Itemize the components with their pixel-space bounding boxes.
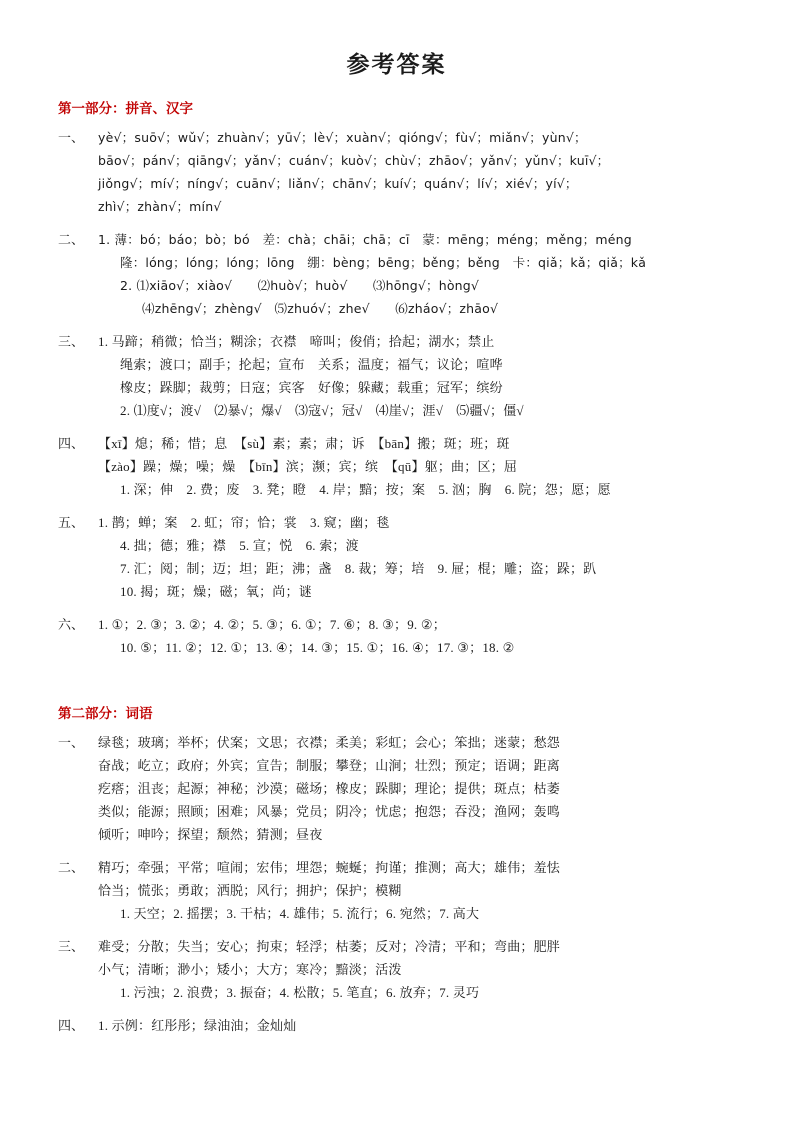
row-body: 7. 汇；阅；制；迈；坦；距；沸；盏 8. 裁；筹；培 9. 屉；棍；雕；盗；跺；趴 — [120, 561, 597, 576]
row-body: 4. 拙；德；雅；襟 5. 宣；悦 6. 索；渡 — [120, 538, 359, 553]
row-body: 1. 马蹄；稍微；恰当；糊涂；衣襟 啼叫；俊俏；拾起；湖水；禁止 — [98, 334, 495, 349]
answer-block — [58, 433, 735, 501]
row-body: jiǒng√；mí√；níng√；cuān√；liǎn√；chān√；kuí√；quán√；lí√；xié√；yí√； — [98, 176, 578, 191]
answer-row — [58, 127, 735, 149]
answer-row — [58, 535, 735, 557]
row-body: 疙瘩；沮丧；起源；神秘；沙漠；磁场；橡皮；跺脚；理论；提供；斑点；枯萎 — [98, 781, 561, 796]
row-body: 类似；能源；照顾；困难；风暴；党员；阴冷；忧虑；抱怨；吞没；渔网；轰鸣 — [98, 804, 561, 819]
answer-row — [58, 433, 735, 455]
row-body: 1. 深；伸 2. 费；废 3. 凳；瞪 4. 岸；黯；按；案 5. 汹；胸 6. 院；怨；愿；愿 — [120, 482, 611, 497]
answer-row — [58, 755, 735, 777]
row-body: 1. 薄：bó；báo；bò；bó 差：chà；chāi；chā；cī 蒙：mēng；méng；měng；méng — [98, 232, 632, 247]
answer-block — [58, 331, 735, 422]
section-part-two — [58, 702, 735, 1037]
row-label: 六、 — [58, 617, 85, 632]
section-header: 第一部分：拼音、汉字 — [58, 101, 193, 116]
answer-row — [58, 857, 735, 879]
answer-block — [58, 732, 735, 846]
row-body: zhì√；zhàn√；mín√ — [98, 199, 222, 214]
answer-row — [58, 354, 735, 376]
row-body: 奋战；屹立；政府；外宾；宣告；制服；攀登；山涧；壮烈；预定；语调；距离 — [98, 758, 561, 773]
row-body: 1. 示例：红彤彤；绿油油；金灿灿 — [98, 1018, 297, 1033]
answer-row — [58, 377, 735, 399]
answer-block — [58, 614, 735, 659]
row-body: yè√；suō√；wǔ√；zhuàn√；yū√；lè√；xuàn√；qióng√；fù√；miǎn√；yùn√； — [98, 130, 587, 145]
row-body: bāo√；pán√；qiāng√；yǎn√；cuán√；kuò√；chù√；zhāo√；yǎn√；yǔn√；kuī√； — [98, 153, 610, 168]
row-body: ⑷zhēng√；zhèng√ ⑸zhuó√；zhe√ ⑹zháo√；zhāo√ — [142, 301, 499, 316]
row-body: 隆：lóng；lóng；lóng；lōng 绷：bèng；bēng；běng；běng 卡：qiǎ；kǎ；qiǎ；kǎ — [120, 255, 647, 270]
answer-row — [58, 959, 735, 981]
row-body: 10. 揭；斑；燥；磁；氧；尚；谜 — [120, 584, 312, 599]
answer-row — [58, 479, 735, 501]
answer-row — [58, 880, 735, 902]
row-label: 四、 — [58, 436, 85, 451]
answer-row — [58, 903, 735, 925]
answer-block — [58, 127, 735, 218]
row-body: 1. ①；2. ③；3. ②；4. ②；5. ③；6. ①；7. ⑥；8. ③；9. ②； — [98, 617, 446, 632]
answer-row — [58, 196, 735, 218]
answer-row — [58, 400, 735, 422]
row-body: 难受；分散；失当；安心；拘束；轻浮；枯萎；反对；冷清；平和；弯曲；肥胖 — [98, 939, 561, 954]
row-body: 精巧；牵强；平常；喧闹；宏伟；埋怨；蜿蜒；拘谨；推测；高大；雄伟；羞怯 — [98, 860, 561, 875]
answer-row — [58, 936, 735, 958]
answer-block — [58, 936, 735, 1004]
row-body: 1. 污浊；2. 浪费；3. 振奋；4. 松散；5. 笔直；6. 放弃；7. 灵巧 — [120, 985, 480, 1000]
answer-row — [58, 512, 735, 534]
section-part-one — [58, 97, 735, 659]
answer-row — [58, 614, 735, 636]
answer-row — [58, 1015, 735, 1037]
row-body: 绿毯；玻璃；举杯；伏案；文思；衣襟；柔美；彩虹；会心；笨拙；迷蒙；愁怨 — [98, 735, 561, 750]
answer-row — [58, 824, 735, 846]
answer-row — [58, 982, 735, 1004]
answer-block — [58, 1015, 735, 1037]
row-body: 【xī】熄；稀；惜；息 【sù】素；素；肃；诉 【bān】搬；斑；班；斑 — [98, 436, 510, 451]
answer-row — [58, 298, 735, 320]
section-header: 第二部分：词语 — [58, 706, 153, 721]
row-body: 绳索；渡口；副手；抡起；宣布 关系；温度；福气；议论；喧哗 — [120, 357, 503, 372]
row-label: 一、 — [58, 130, 85, 145]
answer-row — [58, 778, 735, 800]
row-label: 三、 — [58, 939, 85, 954]
answer-row — [58, 637, 735, 659]
row-label: 二、 — [58, 232, 85, 247]
row-body: 恰当；慌张；勇敢；洒脱；风行；拥护；保护；模糊 — [98, 883, 402, 898]
answer-row — [58, 456, 735, 478]
page-title: 参考答案 — [346, 51, 447, 77]
answer-row — [58, 252, 735, 274]
answer-row — [58, 331, 735, 353]
row-body: 2. ⑴度√；渡√ ⑵暴√；爆√ ⑶寇√；冠√ ⑷崖√；涯√ ⑸疆√；僵√ — [120, 403, 524, 418]
row-label: 五、 — [58, 515, 85, 530]
row-body: 橡皮；跺脚；裁剪；日寇；宾客 好像；躲藏；载重；冠军；缤纷 — [120, 380, 503, 395]
row-body: 1. 鹊；蝉；案 2. 虹；帘；恰；裳 3. 窥；幽；毯 — [98, 515, 390, 530]
row-label: 一、 — [58, 735, 85, 750]
row-body: 倾听；呻吟；探望；颓然；猜测；昼夜 — [98, 827, 323, 842]
row-body: 10. ⑤；11. ②；12. ①；13. ④；14. ③；15. ①；16. ④；17. ③；18. ② — [120, 640, 515, 655]
answer-row — [58, 229, 735, 251]
answer-row — [58, 801, 735, 823]
answer-row — [58, 558, 735, 580]
answer-block — [58, 857, 735, 925]
row-body: 【zào】躁；燥；噪；燥 【bīn】滨；濒；宾；缤 【qū】躯；曲；区；屈 — [98, 459, 518, 474]
row-label: 三、 — [58, 334, 85, 349]
answer-block — [58, 512, 735, 603]
row-label: 二、 — [58, 860, 85, 875]
row-label: 四、 — [58, 1018, 85, 1033]
answer-row — [58, 581, 735, 603]
row-body: 小气；清晰；渺小；矮小；大方；寒冷；黯淡；活泼 — [98, 962, 402, 977]
answer-row — [58, 275, 735, 297]
row-body: 1. 天空；2. 摇摆；3. 干枯；4. 雄伟；5. 流行；6. 宛然；7. 高大 — [120, 906, 480, 921]
answer-row — [58, 150, 735, 172]
answer-row — [58, 732, 735, 754]
row-body: 2. ⑴xiāo√；xiào√ ⑵huò√；huò√ ⑶hōng√；hòng√ — [120, 278, 480, 293]
answer-block — [58, 229, 735, 320]
answer-row — [58, 173, 735, 195]
